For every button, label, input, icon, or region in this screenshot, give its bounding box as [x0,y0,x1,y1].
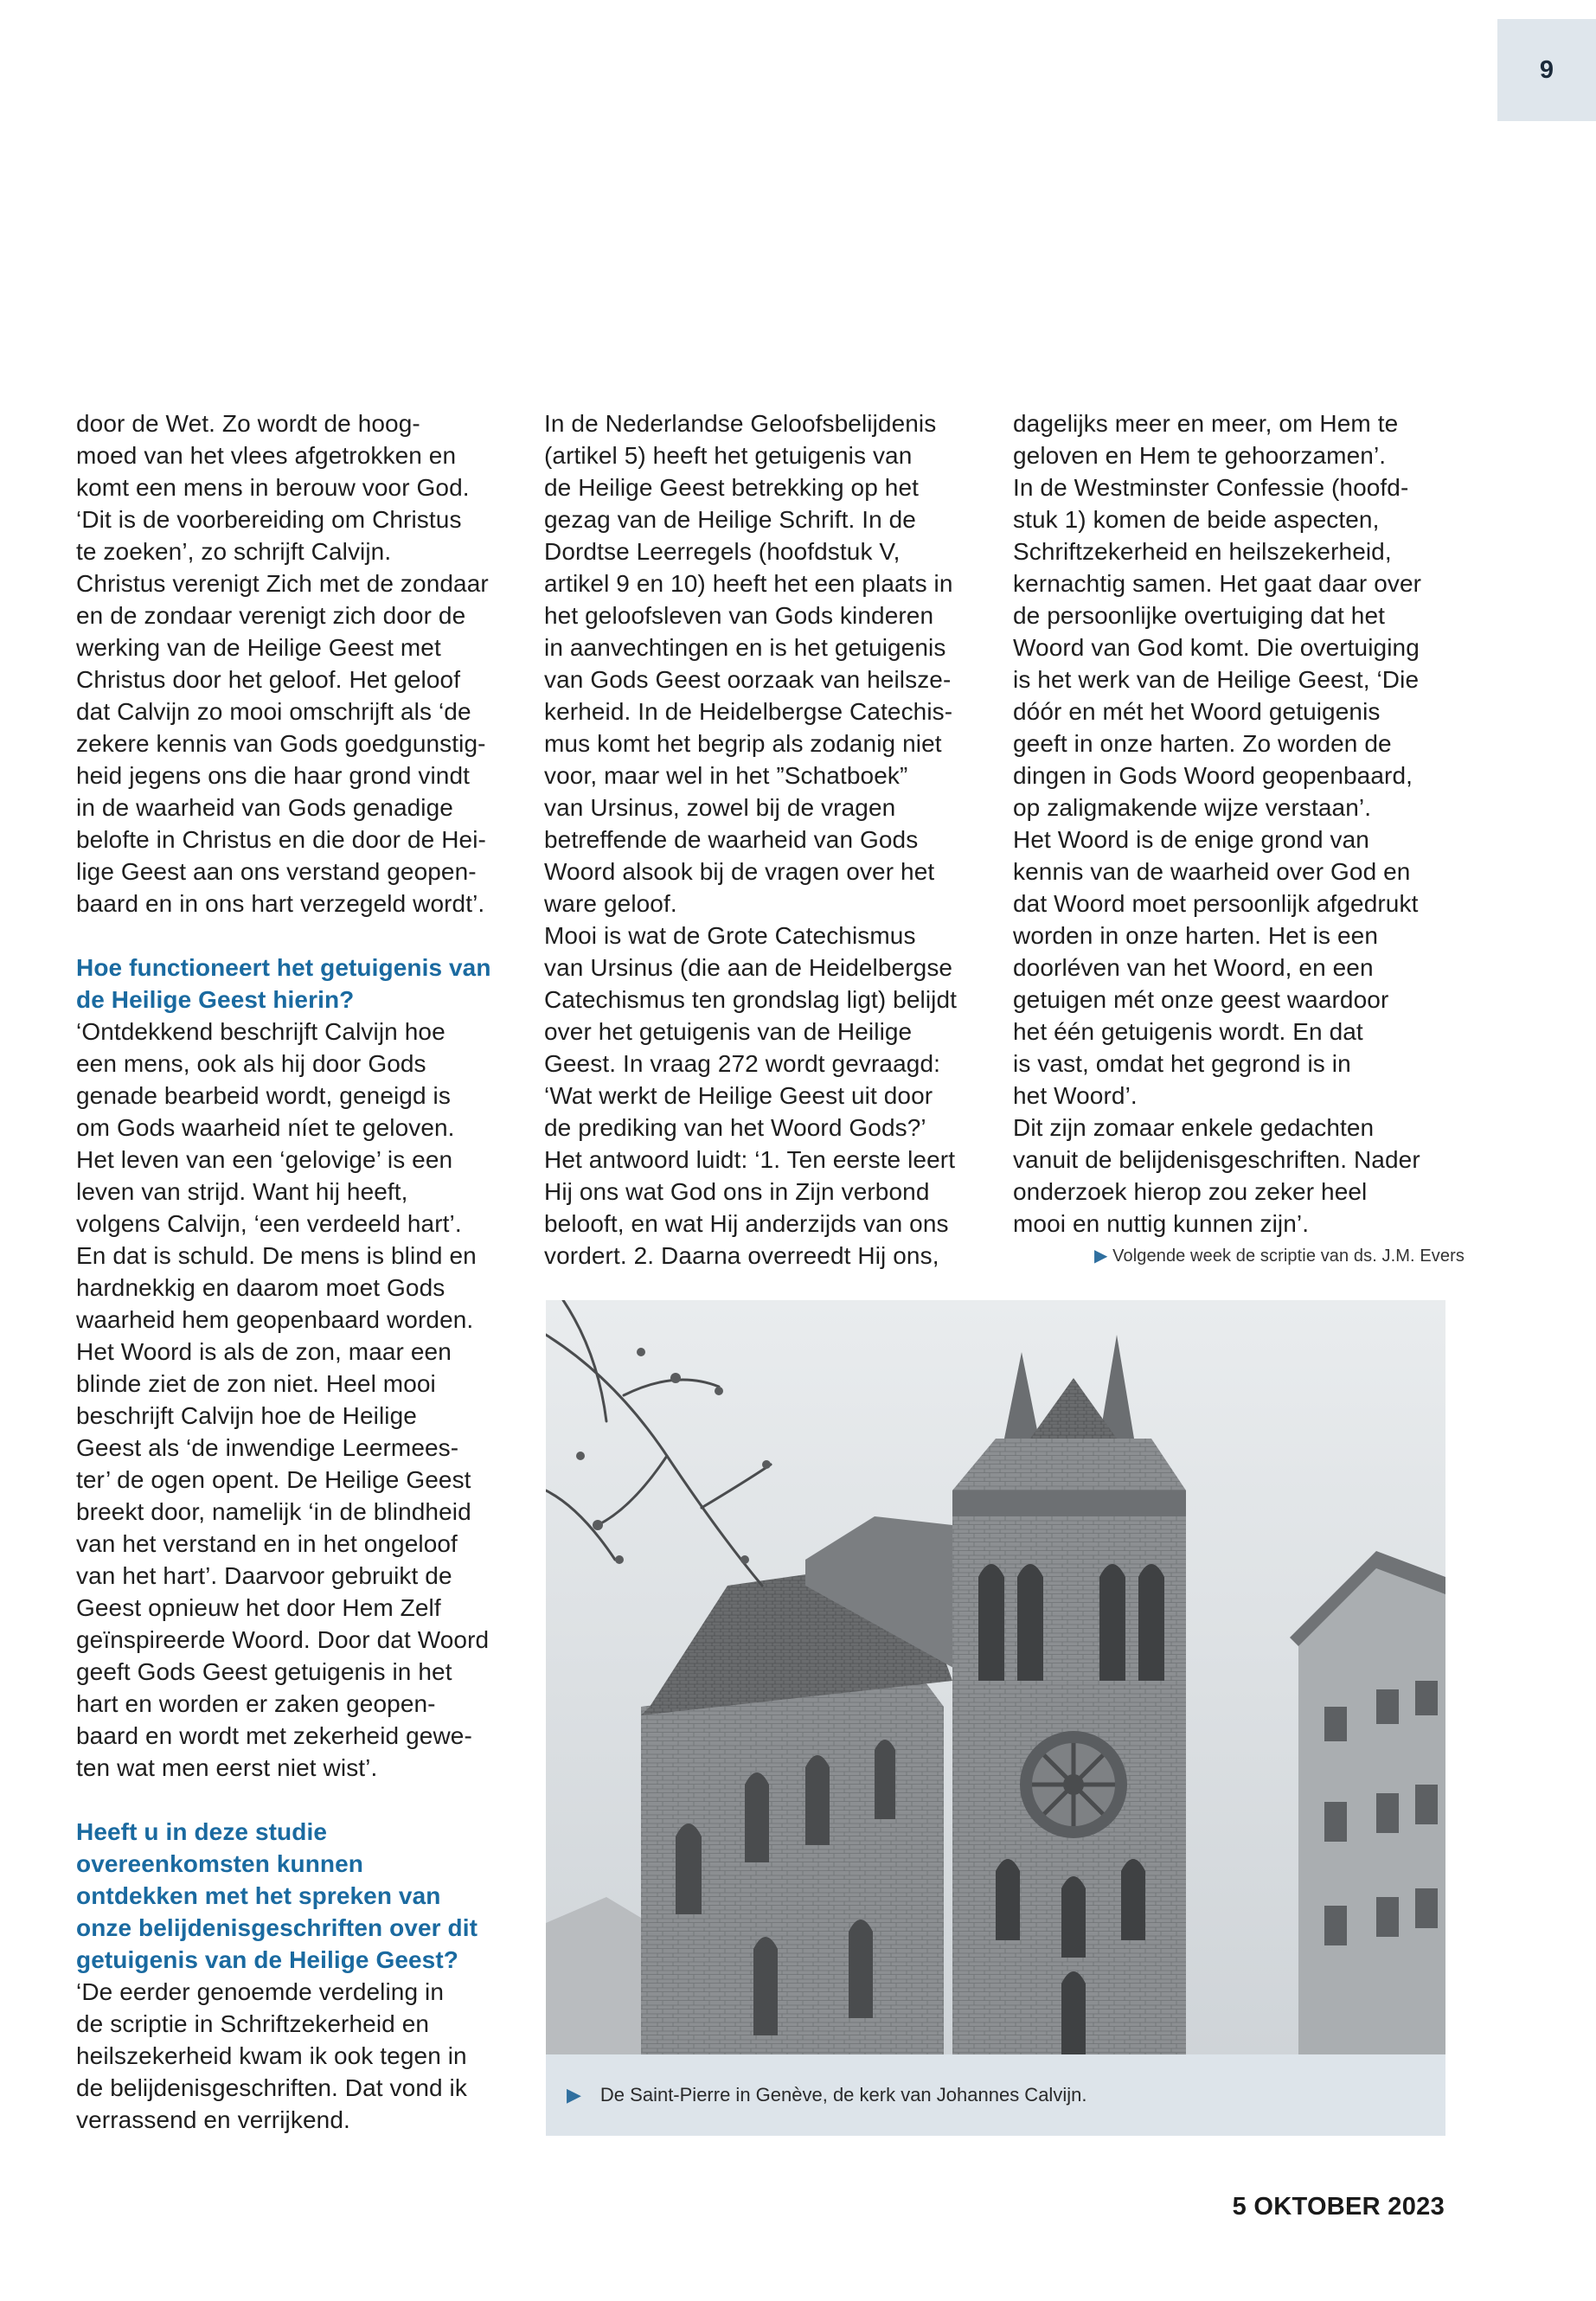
text-line: (artikel 5) heeft het getuigenis van [544,442,913,469]
text-line: waarheid hem geopenbaard worden. [76,1306,474,1333]
subheading-hoe-functioneert [76,952,516,1016]
text-line: Woord van God komt. Die overtuiging [1013,634,1420,661]
column-3 [1013,407,1465,1269]
column-1 [76,407,516,2136]
text-line: werking van de Heilige Geest met [76,634,441,661]
text-line: kerheid. In de Heidelbergse Catechis- [544,698,953,725]
text-line: heilszekerheid kwam ik ook tegen in [76,2042,467,2069]
subheading-overeenkomsten [76,1816,516,1976]
text-line: ‘De eerder genoemde verdeling in [76,1978,445,2005]
column-2 [544,407,996,1272]
text-line: In de Westminster Confessie (hoofd- [1013,474,1409,501]
photo-caption-text: De Saint-Pierre in Genève, de kerk van Johannes Calvijn. [599,2084,1087,2106]
col1-paragraph-a [76,407,516,920]
text-line: dingen in Gods Woord geopenbaard, [1013,762,1413,789]
text-line: dóór en mét het Woord getuigenis [1013,698,1381,725]
text-line: van Ursinus (die aan de Heidelbergse [544,954,953,981]
col3-paragraph [1013,407,1465,1240]
text-line: doorléven van het Woord, en een [1013,954,1374,981]
text-line: leven van strijd. Want hij heeft, [76,1178,408,1205]
text-line: geeft Gods Geest getuigenis in het [76,1658,452,1685]
text-line: Christus door het geloof. Het geloof [76,666,461,693]
text-line: ‘Wat werkt de Heilige Geest uit door [544,1082,933,1109]
text-line: om Gods waarheid níet te geloven. [76,1114,455,1141]
text-line: het Woord’. [1013,1082,1138,1109]
text-line: Geest opnieuw het door Hem Zelf [76,1594,441,1621]
col1-paragraph-b [76,1016,516,1784]
text-line: kennis van de waarheid over God en [1013,858,1411,885]
text-line: dagelijks meer en meer, om Hem te [1013,410,1399,437]
text-line: volgens Calvijn, ‘een verdeeld hart’. [76,1210,462,1237]
photo-caption [546,2054,1445,2136]
text-line: en de zondaar verenigt zich door de [76,602,466,629]
text-line: artikel 9 en 10) heeft het een plaats in [544,570,953,597]
text-line: de belijdenisgeschriften. Dat vond ik [76,2074,467,2101]
text-line: de persoonlijke overtuiging dat het [1013,602,1386,629]
triangle-right-icon: ▶ [567,2084,581,2106]
text-line: ‘Ontdekkend beschrijft Calvijn hoe [76,1018,445,1045]
text-line: Het antwoord luidt: ‘1. Ten eerste leert [544,1146,956,1173]
text-line: het geloofsleven van Gods kinderen [544,602,934,629]
text-line: vordert. 2. Daarna overreedt Hij ons, [544,1242,939,1269]
next-week-note-text: Volgende week de scriptie van ds. J.M. Evers [1112,1247,1465,1266]
text-line: geloven en Hem te gehoorzamen’. [1013,442,1387,469]
text-line: getuigen mét onze geest waardoor [1013,986,1389,1013]
text-line: beschrijft Calvijn hoe de Heilige [76,1402,417,1429]
text-line: mus komt het begrip als zodanig niet [544,730,942,757]
text-line: een mens, ook als hij door Gods [76,1050,426,1077]
text-line: getuigenis van de Heilige Geest? [76,1946,458,1973]
text-line: ‘Dit is de voorbereiding om Christus [76,506,462,533]
text-line: van het verstand en in het ongeloof [76,1530,458,1557]
text-line: voor, maar wel in het ”Schatboek” [544,762,908,789]
text-line: Woord alsook bij de vragen over het [544,858,935,885]
page-number: 9 [1539,55,1554,84]
text-line: kernachtig samen. Het gaat daar over [1013,570,1422,597]
text-line: onze belijdenisgeschriften over dit [76,1914,478,1941]
triangle-right-icon: ▶ [1094,1247,1108,1266]
text-line: in de waarheid van Gods genadige [76,794,453,821]
next-week-note [1013,1243,1465,1269]
text-line: Het leven van een ‘gelovige’ is een [76,1146,453,1173]
text-line: de prediking van het Woord Gods?’ [544,1114,926,1141]
text-line: verrassend en verrijkend. [76,2106,350,2133]
text-line: hart en worden er zaken geopen- [76,1690,436,1717]
text-line: Geest als ‘de inwendige Leermees- [76,1434,459,1461]
text-line: onderzoek hierop zou zeker heel [1013,1178,1368,1205]
text-line: stuk 1) komen de beide aspecten, [1013,506,1380,533]
text-line: geeft in onze harten. Zo worden de [1013,730,1392,757]
text-line: ontdekken met het spreken van [76,1882,441,1909]
text-line: heid jegens ons die haar grond vindt [76,762,471,789]
text-line: van Ursinus, zowel bij de vragen [544,794,896,821]
col1-paragraph-c [76,1976,516,2136]
text-line: Het Woord is de enige grond van [1013,826,1369,853]
text-line: Catechismus ten grondslag ligt) belijdt [544,986,958,1013]
text-line: is het werk van de Heilige Geest, ‘Die [1013,666,1420,693]
text-line: dat Calvijn zo mooi omschrijft als ‘de [76,698,471,725]
text-line: Heeft u in deze studie [76,1818,328,1845]
text-line: breekt door, namelijk ‘in de blindheid [76,1498,471,1525]
text-line: baard en wordt met zekerheid gewe- [76,1722,472,1749]
text-line: door de Wet. Zo wordt de hoog- [76,410,420,437]
text-line: komt een mens in berouw voor God. [76,474,470,501]
text-line: worden in onze harten. Het is een [1013,922,1379,949]
text-line: Schriftzekerheid en heilszekerheid, [1013,538,1392,565]
text-line: de scriptie in Schriftzekerheid en [76,2010,430,2037]
text-line: op zaligmakende wijze verstaan’. [1013,794,1372,821]
text-line: belofte in Christus en die door de Hei- [76,826,486,853]
text-line: betreffende de waarheid van Gods [544,826,919,853]
text-line: Christus verenigt Zich met de zondaar [76,570,489,597]
text-line: Het Woord is als de zon, maar een [76,1338,452,1365]
text-line: in aanvechtingen en is het getuigenis [544,634,946,661]
text-line: Hoe functioneert het getuigenis van [76,954,491,981]
text-line: te zoeken’, zo schrijft Calvijn. [76,538,392,565]
text-line: de Heilige Geest betrekking op het [544,474,919,501]
text-line: blinde ziet de zon niet. Heel mooi [76,1370,436,1397]
text-line: Dit zijn zomaar enkele gedachten [1013,1114,1375,1141]
text-line: het één getuigenis wordt. En dat [1013,1018,1363,1045]
text-line: In de Nederlandse Geloofsbelijdenis [544,410,937,437]
text-line: Hij ons wat God ons in Zijn verbond [544,1178,930,1205]
text-line: geïnspireerde Woord. Door dat Woord [76,1626,490,1653]
text-line: En dat is schuld. De mens is blind en [76,1242,477,1269]
text-line: Dordtse Leerregels (hoofdstuk V, [544,538,901,565]
text-line: ware geloof. [544,890,677,917]
text-line: baard en in ons hart verzegeld wordt’. [76,890,485,917]
text-line: mooi en nuttig kunnen zijn’. [1013,1210,1310,1237]
text-line: genade bearbeid wordt, geneigd is [76,1082,451,1109]
text-line: ten wat men eerst niet wist’. [76,1754,378,1781]
text-line: zekere kennis van Gods goedgunstig- [76,730,486,757]
text-line: lige Geest aan ons verstand geopen- [76,858,477,885]
text-line: de Heilige Geest hierin? [76,986,355,1013]
text-line: overeenkomsten kunnen [76,1850,363,1877]
text-line: van Gods Geest oorzaak van heilsze- [544,666,952,693]
text-line: belooft, en wat Hij anderzijds van ons [544,1210,949,1237]
text-line: dat Woord moet persoonlijk afgedrukt [1013,890,1419,917]
text-line: Geest. In vraag 272 wordt gevraagd: [544,1050,940,1077]
issue-date: 5 OKTOBER 2023 [1232,2193,1445,2221]
text-line: vanuit de belijdenisgeschriften. Nader [1013,1146,1420,1173]
text-line: Mooi is wat de Grote Catechismus [544,922,916,949]
col2-paragraph [544,407,996,1272]
text-line: gezag van de Heilige Schrift. In de [544,506,916,533]
page-number-tab [1497,19,1596,121]
text-line: ter’ de ogen opent. De Heilige Geest [76,1466,471,1493]
text-line: hardnekkig en daarom moet Gods [76,1274,445,1301]
cathedral-photo [546,1300,1445,2054]
text-line: is vast, omdat het gegrond is in [1013,1050,1351,1077]
text-line: moed van het vlees afgetrokken en [76,442,457,469]
text-line: over het getuigenis van de Heilige [544,1018,913,1045]
text-line: van het hart’. Daarvoor gebruikt de [76,1562,452,1589]
